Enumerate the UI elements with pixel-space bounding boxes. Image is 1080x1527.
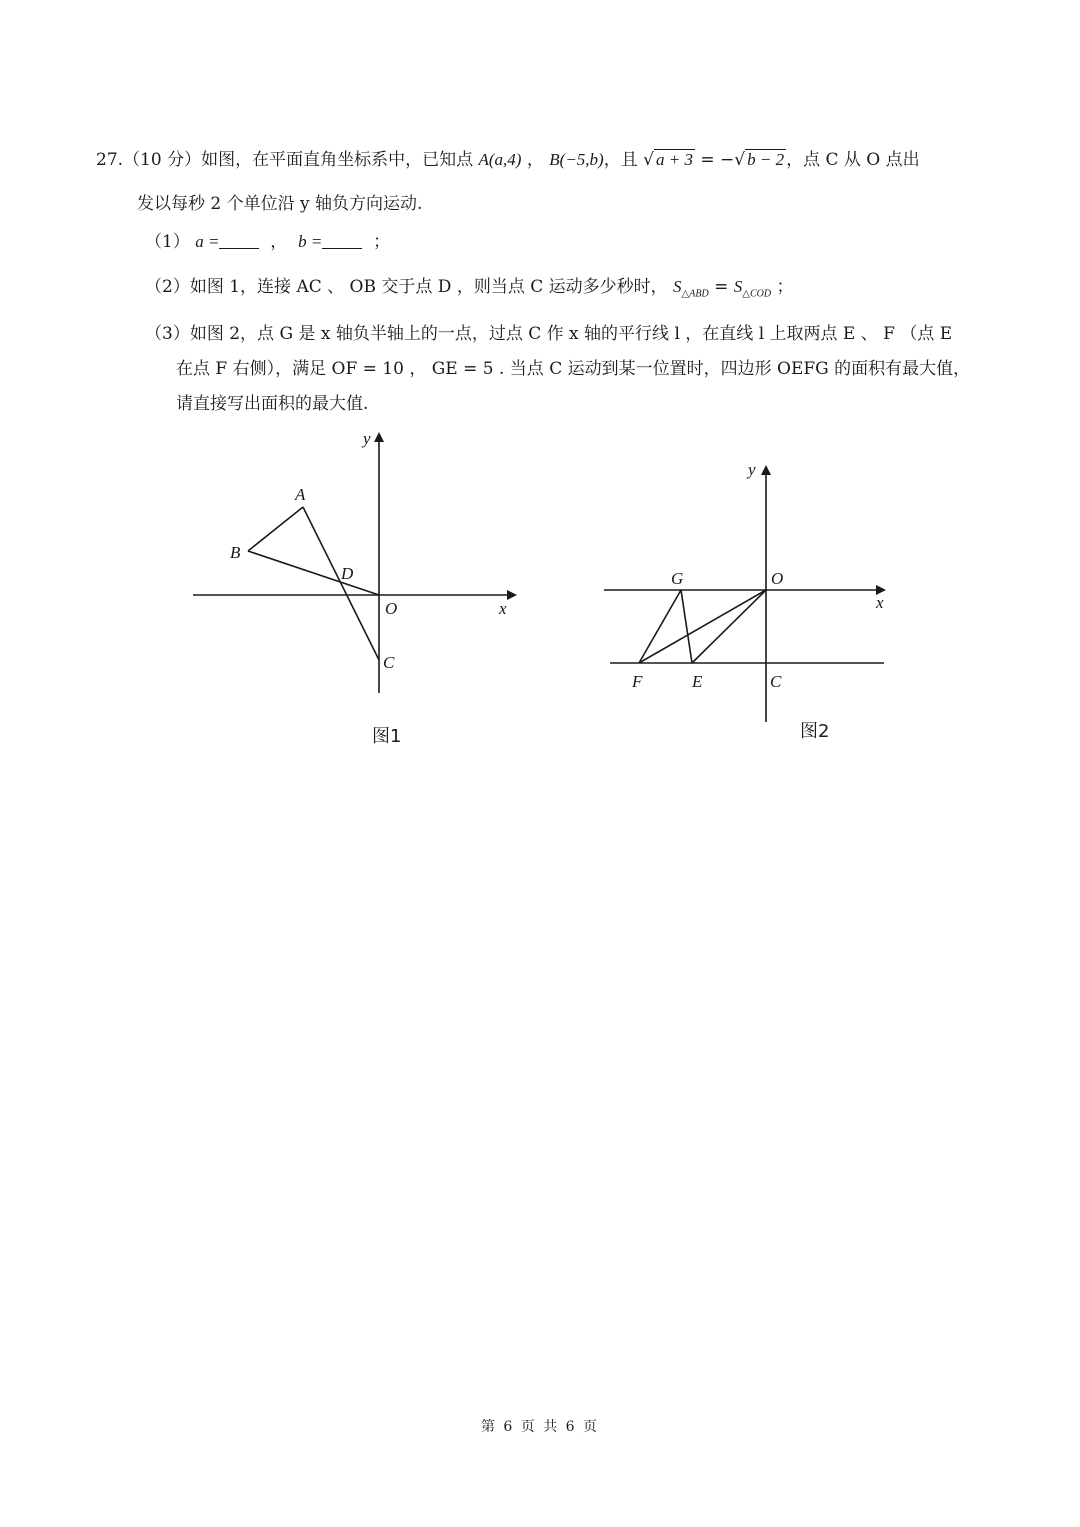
fig1-y-arrow bbox=[374, 432, 384, 442]
answer-blank-a[interactable] bbox=[219, 232, 259, 249]
question-line-2: 发以每秒 2 个单位沿 y 轴负方向运动. bbox=[137, 194, 423, 214]
part-3-line-1 bbox=[145, 322, 952, 346]
fig2-segment-gf bbox=[639, 590, 681, 663]
fig1-label-a: A bbox=[295, 485, 306, 504]
fig2-label-x: x bbox=[876, 593, 884, 612]
fig1-segment-ab bbox=[248, 507, 303, 551]
part-1-a: a = bbox=[195, 232, 220, 251]
question-stem-1: 如图，在平面直角坐标系中，已知点 bbox=[201, 150, 474, 170]
question-points: （10 分） bbox=[123, 150, 202, 170]
fig1-caption: 图1 bbox=[372, 726, 402, 747]
part-3-text-1: 如图 2，点 G 是 x 轴负半轴上的一点，过点 C 作 x 轴的平行线 l ，在直线 l 上取两点 E 、 F （点 E bbox=[189, 324, 953, 344]
area-abd: $S_{\triangle ABD}$ bbox=[673, 277, 709, 300]
fig1-segment-ac bbox=[303, 507, 379, 660]
part-2-text: 如图 1，连接 AC 、 OB 交于点 D ，则当点 C 运动多少秒时， bbox=[189, 277, 668, 297]
part-2-label: （2） bbox=[145, 277, 190, 297]
fig1-label-o: O bbox=[385, 599, 398, 618]
fig2-label-f: F bbox=[632, 672, 643, 691]
point-a-def: A(a,4) bbox=[478, 150, 522, 169]
page-footer: 第 6 页 共 6 页 bbox=[480, 1419, 600, 1435]
figure-1 bbox=[185, 428, 525, 748]
sqrt-right: √ b − 2 bbox=[734, 150, 785, 170]
fig2-label-o: O bbox=[771, 569, 784, 588]
figure-2 bbox=[596, 455, 916, 755]
condition-prefix: ，且 bbox=[603, 150, 638, 170]
part-3-line-3: 请直接写出面积的最大值. bbox=[176, 394, 369, 414]
fig2-label-y: y bbox=[748, 460, 756, 479]
fig1-x-arrow bbox=[507, 590, 517, 600]
fig2-label-g: G bbox=[671, 569, 684, 588]
part-3-label: （3） bbox=[145, 324, 190, 344]
fig2-segment-ge bbox=[681, 590, 692, 663]
fig1-label-b: B bbox=[230, 543, 241, 562]
part-1-b: b = bbox=[298, 232, 323, 251]
fig1-label-d: D bbox=[341, 564, 354, 583]
part-3-line-2: 在点 F 右侧），满足 OF = 10 ， GE = 5 . 当点 C 运动到某一位置时，四边形 OEFG 的面积有最大值， bbox=[176, 359, 971, 379]
part-1-label: （1） bbox=[145, 232, 190, 252]
point-b-def: B(−5,b) bbox=[549, 150, 604, 169]
answer-blank-b[interactable] bbox=[322, 232, 362, 249]
sqrt-left: √ a + 3 bbox=[643, 150, 693, 170]
fig2-y-arrow bbox=[761, 465, 771, 475]
part-2: （2）如图 1，连接 AC 、 OB 交于点 D ，则当点 C 运动多少秒时， $S_{\triangle ABD} = S_{\triangle COD}$ ； bbox=[145, 277, 794, 300]
fig2-label-c: C bbox=[770, 672, 782, 691]
area-cod: $S_{\triangle COD}$ bbox=[733, 277, 772, 300]
fig1-segment-ob bbox=[248, 551, 379, 595]
part-1: （1） a = ， b = ； bbox=[145, 232, 391, 252]
question-line-1: 27.（10 分）如图，在平面直角坐标系中，已知点 A(a,4) ， B(−5,b)，且 √ a + 3 = −√ b − 2 ，点 C 从 O 点出 bbox=[96, 150, 920, 170]
fig1-label-c: C bbox=[383, 653, 395, 672]
question-number: 27. bbox=[96, 150, 124, 170]
fig2-label-e: E bbox=[692, 672, 703, 691]
fig1-label-x: x bbox=[499, 599, 507, 618]
fig2-caption: 图2 bbox=[800, 721, 830, 742]
fig1-label-y: y bbox=[363, 429, 371, 448]
question-stem-2: ，点 C 从 O 点出 bbox=[786, 150, 920, 170]
